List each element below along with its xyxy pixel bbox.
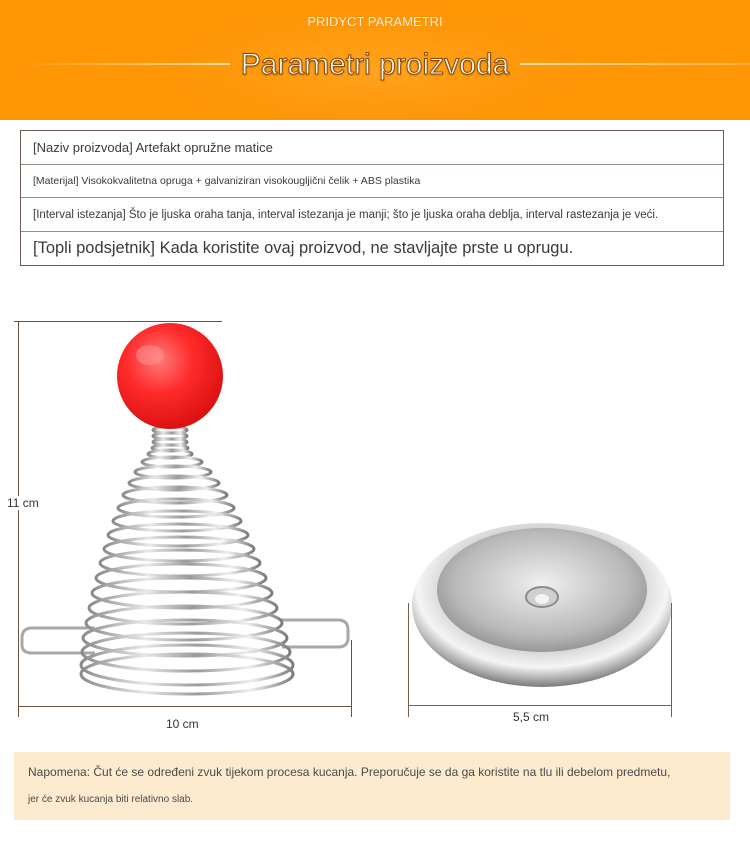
parameters-table <box>20 130 724 266</box>
usage-note <box>14 752 730 820</box>
banner-title: Parametri proizvoda <box>240 48 510 81</box>
height-dimension-line <box>14 321 222 322</box>
height-dimension-line <box>18 321 19 717</box>
param-row-material: [Materijal] Visokokvalitetna opruga + galvaniziran visokougljični čelik + ABS plastika <box>21 165 723 198</box>
param-row-stretch-interval: [Interval istezanja] Što je ljuska oraha tanja, interval istezanja je manji; što je ljuska oraha deblja, interval rastezanja je veći. <box>21 198 723 232</box>
header-banner <box>0 0 750 120</box>
width-dimension-line <box>351 640 352 717</box>
spring-height-label: 11 cm <box>7 496 39 510</box>
base-width-dimension-line <box>671 603 672 717</box>
param-row-warm-reminder: [Topli podsjetnik] Kada koristite ovaj proizvod, ne stavljajte prste u oprugu. <box>33 239 574 257</box>
spring-nut-cracker-image <box>0 300 380 720</box>
param-row-name: [Naziv proizvoda] Artefakt opružne matice <box>21 131 723 165</box>
base-width-label: 5,5 cm <box>513 710 550 724</box>
width-dimension-line <box>18 706 352 707</box>
spring-width-label: 10 cm <box>166 717 199 731</box>
base-plate-image <box>400 510 690 700</box>
base-width-dimension-line <box>408 603 409 717</box>
base-width-dimension-line <box>408 705 672 706</box>
note-text-line2: jer će zvuk kucanja biti relativno slab. <box>28 794 194 805</box>
note-text-line1: Napomena: Čut će se određeni zvuk tijekom procesa kucanja. Preporučuje se da ga koristite na tlu ili debelom predmetu, <box>28 765 671 779</box>
banner-subtitle: PRIDYCT PARAMETRI <box>307 14 443 29</box>
